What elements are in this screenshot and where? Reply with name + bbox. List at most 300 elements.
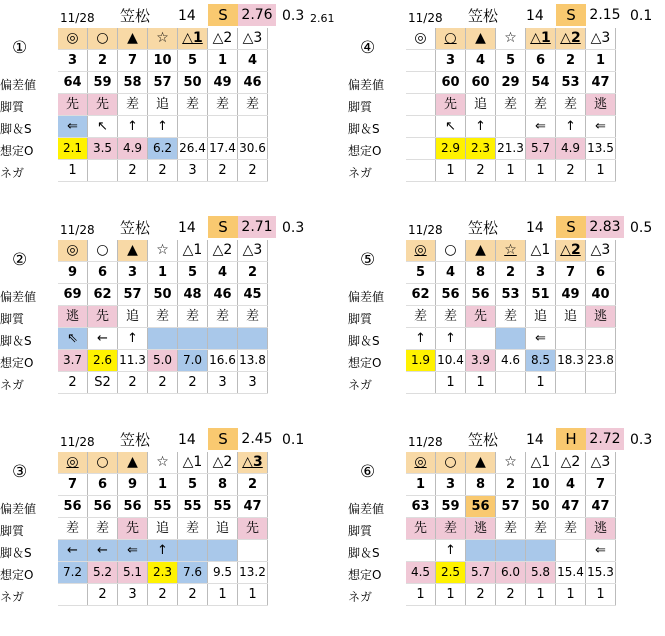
row-label: 脚＆S — [0, 546, 32, 560]
horse-number-cell: 1 — [406, 474, 436, 496]
odds-cell: 9.5 — [208, 562, 238, 584]
race-venue: 笠松 — [120, 431, 151, 449]
odds-cell: 2.5 — [436, 562, 466, 584]
negative-cell: 1 — [586, 160, 616, 182]
mark-cell: ◎ — [406, 452, 436, 474]
row-label: 想定O — [348, 144, 382, 158]
race-header — [348, 216, 665, 240]
mark-cell: △1 — [526, 28, 556, 50]
negative-cell: 2 — [178, 584, 208, 606]
leg-speed-cell: ⇐ — [586, 116, 616, 138]
negative-cell: 2 — [88, 584, 118, 606]
hensachi-cell: 57 — [118, 284, 148, 306]
track-condition: S — [556, 216, 586, 238]
mark-cell: ▲ — [118, 240, 148, 262]
negative-cell: 2 — [466, 160, 496, 182]
row-label: 脚質 — [0, 524, 25, 538]
odds-cell: 5.0 — [148, 350, 178, 372]
running-style-cell: 差 — [406, 306, 436, 328]
negative-cell: 2 — [148, 372, 178, 394]
mark-cell: △1 — [526, 240, 556, 262]
race-header — [0, 4, 335, 28]
negative-cell: 2 — [238, 160, 268, 182]
running-style-cell — [406, 94, 436, 116]
race-panel — [348, 216, 665, 424]
horse-number-cell: 6 — [586, 262, 616, 284]
row-label: ネガ — [348, 166, 373, 180]
leg-speed-cell — [466, 328, 496, 350]
running-style-cell: 差 — [58, 518, 88, 540]
horse-number-cell: 6 — [88, 474, 118, 496]
running-style-cell: 差 — [436, 306, 466, 328]
race-date: 11/28 — [60, 435, 95, 449]
hensachi-cell: 50 — [526, 496, 556, 518]
hensachi-cell: 53 — [496, 284, 526, 306]
horse-number-cell: 2 — [88, 50, 118, 72]
mark-cell: ☆ — [496, 452, 526, 474]
race-panel — [348, 4, 665, 212]
mark-cell: △2 — [556, 452, 586, 474]
running-style-cell: 逃 — [58, 306, 88, 328]
mark-cell: ◎ — [406, 28, 436, 50]
odds-cell: 2.6 — [88, 350, 118, 372]
horse-number-cell: 2 — [238, 474, 268, 496]
odds-cell: 10.4 — [436, 350, 466, 372]
leg-speed-cell — [586, 328, 616, 350]
hensachi-cell: 63 — [406, 496, 436, 518]
table-row — [58, 306, 268, 328]
leg-speed-cell: ↑ — [406, 328, 436, 350]
horse-number-cell: 6 — [88, 262, 118, 284]
mark-cell: ◎ — [58, 240, 88, 262]
odds-cell: 6.2 — [148, 138, 178, 160]
horse-number-cell: 9 — [58, 262, 88, 284]
race-panel — [0, 216, 320, 424]
mark-cell: ☆ — [496, 28, 526, 50]
table-row — [58, 50, 268, 72]
negative-cell: S2 — [88, 372, 118, 394]
negative-cell: 1 — [208, 584, 238, 606]
horse-number-cell: 4 — [556, 474, 586, 496]
negative-cell: 1 — [436, 584, 466, 606]
horse-number-cell: 1 — [148, 474, 178, 496]
table-row — [406, 50, 616, 72]
running-style-cell: 先 — [118, 518, 148, 540]
race-number: 14 — [178, 220, 196, 236]
race-table — [58, 240, 268, 394]
mark-cell: △3 — [238, 452, 268, 474]
negative-cell: 1 — [58, 160, 88, 182]
horse-number-cell: 5 — [496, 50, 526, 72]
negative-cell: 3 — [178, 160, 208, 182]
hensachi-cell: 59 — [88, 72, 118, 94]
table-row — [406, 116, 616, 138]
mark-cell: ○ — [88, 28, 118, 50]
negative-cell: 1 — [238, 584, 268, 606]
negative-cell: 1 — [526, 584, 556, 606]
odds-cell: 26.4 — [178, 138, 208, 160]
running-style-cell: 追 — [556, 306, 586, 328]
leg-speed-cell — [496, 540, 526, 562]
mark-cell: △3 — [586, 28, 616, 50]
odds-cell: 11.3 — [118, 350, 148, 372]
odds-cell: 13.8 — [238, 350, 268, 372]
negative-cell: 1 — [526, 160, 556, 182]
leg-speed-cell: ← — [88, 540, 118, 562]
running-style-cell: 差 — [178, 94, 208, 116]
horse-number-cell: 2 — [556, 50, 586, 72]
negative-cell: 1 — [526, 372, 556, 394]
race-number: 14 — [178, 8, 196, 24]
race-table — [406, 452, 616, 606]
table-row — [58, 562, 268, 584]
odds-cell: 3.5 — [88, 138, 118, 160]
leg-speed-cell: ← — [88, 328, 118, 350]
mark-cell: ◎ — [58, 452, 88, 474]
running-style-cell: 先 — [238, 518, 268, 540]
mark-cell: △3 — [238, 28, 268, 50]
table-row — [58, 496, 268, 518]
table-row — [58, 584, 268, 606]
hensachi-cell: 47 — [238, 496, 268, 518]
hensachi-cell: 29 — [496, 72, 526, 94]
hensachi-cell: 58 — [118, 72, 148, 94]
leg-speed-cell — [496, 116, 526, 138]
race-date: 11/28 — [60, 11, 95, 25]
table-row — [58, 518, 268, 540]
mark-cell: △1 — [526, 452, 556, 474]
negative-cell: 2 — [556, 160, 586, 182]
running-style-cell: 差 — [208, 94, 238, 116]
row-label: 脚＆S — [348, 546, 380, 560]
leg-speed-cell — [556, 328, 586, 350]
negative-cell — [586, 372, 616, 394]
leg-speed-cell: ↑ — [148, 116, 178, 138]
hensachi-cell: 60 — [466, 72, 496, 94]
mark-cell: ▲ — [466, 452, 496, 474]
negative-cell: 2 — [208, 160, 238, 182]
leg-speed-cell — [208, 540, 238, 562]
track-condition: S — [556, 4, 586, 26]
hensachi-cell: 56 — [118, 496, 148, 518]
leg-speed-cell — [208, 328, 238, 350]
mark-cell: ○ — [436, 28, 466, 50]
odds-cell: 4.6 — [496, 350, 526, 372]
horse-number-cell: 1 — [148, 262, 178, 284]
hensachi-cell: 55 — [208, 496, 238, 518]
table-row — [406, 240, 616, 262]
row-label: ネガ — [348, 590, 373, 604]
negative-cell: 1 — [466, 372, 496, 394]
horse-number-cell: 8 — [466, 262, 496, 284]
horse-number-cell: 3 — [436, 50, 466, 72]
mark-cell: △3 — [586, 240, 616, 262]
table-row — [406, 138, 616, 160]
hensachi-cell: 56 — [58, 496, 88, 518]
leg-speed-cell — [178, 328, 208, 350]
odds-cell: 3.7 — [58, 350, 88, 372]
horse-number-cell: 7 — [118, 50, 148, 72]
race-venue: 笠松 — [468, 219, 499, 237]
race-panel — [0, 428, 320, 636]
row-label: 想定O — [0, 144, 34, 158]
row-label: 想定O — [348, 568, 382, 582]
horse-number-cell: 3 — [436, 474, 466, 496]
mark-cell: ▲ — [118, 28, 148, 50]
running-style-cell: 差 — [526, 518, 556, 540]
extra-value: 0.5 — [630, 220, 653, 236]
horse-number-cell: 10 — [526, 474, 556, 496]
race-table — [406, 28, 616, 182]
odds-cell: 2.9 — [436, 138, 466, 160]
hensachi-cell: 53 — [556, 72, 586, 94]
horse-number-cell: 6 — [526, 50, 556, 72]
odds-cell: 8.5 — [526, 350, 556, 372]
hensachi-cell: 56 — [436, 284, 466, 306]
race-table — [406, 240, 616, 394]
mark-cell: △2 — [556, 28, 586, 50]
race-header — [348, 428, 665, 452]
running-style-cell: 逃 — [586, 518, 616, 540]
odds-cell: 4.9 — [556, 138, 586, 160]
odds-cell: 6.0 — [496, 562, 526, 584]
leg-speed-cell: ← — [58, 540, 88, 562]
negative-cell: 1 — [406, 584, 436, 606]
table-row — [58, 138, 268, 160]
mark-cell: ☆ — [148, 240, 178, 262]
negative-cell: 1 — [436, 160, 466, 182]
running-style-cell: 先 — [88, 306, 118, 328]
pace-value: 2.76 — [238, 4, 276, 26]
race-venue: 笠松 — [468, 431, 499, 449]
table-row — [406, 160, 616, 182]
running-style-cell: 差 — [178, 518, 208, 540]
hensachi-cell: 62 — [88, 284, 118, 306]
odds-cell: 2.1 — [58, 138, 88, 160]
hensachi-cell — [406, 72, 436, 94]
odds-cell: 5.7 — [466, 562, 496, 584]
horse-number-cell: 1 — [586, 50, 616, 72]
table-row — [406, 452, 616, 474]
horse-number-cell: 2 — [496, 262, 526, 284]
table-row — [406, 328, 616, 350]
running-style-cell: 追 — [148, 518, 178, 540]
negative-cell: 2 — [118, 372, 148, 394]
running-style-cell: 先 — [466, 306, 496, 328]
mark-cell: △2 — [208, 28, 238, 50]
row-label: 偏差値 — [0, 290, 37, 304]
pace-value: 2.72 — [586, 428, 624, 450]
race-index: ① — [12, 38, 28, 58]
pace-value: 2.45 — [241, 431, 273, 447]
negative-cell — [88, 160, 118, 182]
running-style-cell: 逃 — [586, 94, 616, 116]
table-row — [58, 474, 268, 496]
row-label: 偏差値 — [348, 290, 385, 304]
hensachi-cell: 51 — [526, 284, 556, 306]
track-condition: S — [208, 4, 238, 26]
horse-number-cell: 4 — [436, 262, 466, 284]
race-number: 14 — [526, 8, 544, 24]
horse-number-cell: 10 — [148, 50, 178, 72]
running-style-cell: 差 — [556, 94, 586, 116]
leg-speed-cell: ⇐ — [586, 540, 616, 562]
leg-speed-cell — [556, 540, 586, 562]
horse-number-cell: 4 — [238, 50, 268, 72]
mark-cell: △1 — [178, 28, 208, 50]
odds-cell: 15.3 — [586, 562, 616, 584]
mark-cell: ▲ — [466, 28, 496, 50]
row-label: 偏差値 — [0, 502, 37, 516]
row-label: ネガ — [348, 378, 373, 392]
race-index: ③ — [12, 462, 28, 482]
mark-cell: △1 — [178, 452, 208, 474]
track-condition: S — [208, 428, 238, 450]
race-panel — [0, 4, 335, 212]
table-row — [58, 28, 268, 50]
odds-cell: 13.5 — [586, 138, 616, 160]
race-number: 14 — [526, 220, 544, 236]
running-style-cell: 差 — [238, 94, 268, 116]
running-style-cell: 差 — [208, 306, 238, 328]
hensachi-cell: 57 — [496, 496, 526, 518]
negative-cell — [406, 372, 436, 394]
negative-cell: 3 — [118, 584, 148, 606]
extra-value: 0.3 — [282, 8, 305, 24]
hensachi-cell: 47 — [586, 72, 616, 94]
horse-number-cell: 5 — [178, 262, 208, 284]
leg-speed-cell — [526, 540, 556, 562]
odds-cell — [406, 138, 436, 160]
odds-cell: 1.9 — [406, 350, 436, 372]
table-row — [406, 306, 616, 328]
table-row — [406, 496, 616, 518]
row-label: 脚質 — [348, 100, 373, 114]
hensachi-cell: 54 — [526, 72, 556, 94]
mark-cell: ◎ — [58, 28, 88, 50]
running-style-cell: 逃 — [586, 306, 616, 328]
hensachi-cell: 69 — [58, 284, 88, 306]
negative-cell — [58, 584, 88, 606]
table-row — [58, 240, 268, 262]
row-label: 想定O — [0, 356, 34, 370]
row-label: ネガ — [0, 378, 25, 392]
running-style-cell: 先 — [58, 94, 88, 116]
table-row — [406, 372, 616, 394]
row-label: 想定O — [0, 568, 34, 582]
running-style-cell: 差 — [556, 518, 586, 540]
negative-cell: 2 — [148, 584, 178, 606]
mark-cell: ▲ — [118, 452, 148, 474]
horse-number-cell: 7 — [586, 474, 616, 496]
table-row — [58, 284, 268, 306]
hensachi-cell: 48 — [178, 284, 208, 306]
race-header — [0, 428, 320, 452]
negative-cell: 2 — [178, 372, 208, 394]
odds-cell: 7.6 — [178, 562, 208, 584]
odds-cell: 18.3 — [556, 350, 586, 372]
negative-cell — [556, 372, 586, 394]
mark-cell: ▲ — [466, 240, 496, 262]
running-style-cell: 差 — [238, 306, 268, 328]
running-style-cell: 差 — [496, 306, 526, 328]
table-row — [406, 518, 616, 540]
hensachi-cell: 62 — [406, 284, 436, 306]
mark-cell: △2 — [556, 240, 586, 262]
table-row — [58, 328, 268, 350]
odds-cell: 23.8 — [586, 350, 616, 372]
hensachi-cell: 49 — [556, 284, 586, 306]
row-label: 脚質 — [348, 524, 373, 538]
mark-cell: ◎ — [406, 240, 436, 262]
horse-number-cell: 3 — [526, 262, 556, 284]
negative-cell: 2 — [118, 160, 148, 182]
leg-speed-cell: ↑ — [118, 328, 148, 350]
row-label: 脚＆S — [348, 334, 380, 348]
running-style-cell: 逃 — [466, 518, 496, 540]
race-date: 11/28 — [408, 223, 443, 237]
table-row — [58, 262, 268, 284]
odds-cell: 30.6 — [238, 138, 268, 160]
mark-cell: △1 — [178, 240, 208, 262]
extra-value-2: 2.61 — [310, 12, 335, 25]
hensachi-cell: 50 — [148, 284, 178, 306]
negative-cell — [406, 160, 436, 182]
leg-speed-cell — [406, 116, 436, 138]
hensachi-cell: 55 — [148, 496, 178, 518]
odds-cell: 15.4 — [556, 562, 586, 584]
race-date: 11/28 — [60, 223, 95, 237]
table-row — [58, 452, 268, 474]
running-style-cell: 差 — [178, 306, 208, 328]
horse-number-cell: 1 — [208, 50, 238, 72]
race-venue: 笠松 — [120, 7, 151, 25]
race-panel — [348, 428, 665, 636]
table-row — [406, 540, 616, 562]
leg-speed-cell — [148, 328, 178, 350]
odds-cell: 16.6 — [208, 350, 238, 372]
horse-number-cell: 7 — [556, 262, 586, 284]
pace-value: 2.71 — [238, 216, 276, 238]
horse-number-cell: 5 — [178, 474, 208, 496]
horse-number-cell: 8 — [466, 474, 496, 496]
odds-cell: 7.2 — [58, 562, 88, 584]
race-table — [58, 452, 268, 606]
leg-speed-cell: ⇐ — [118, 540, 148, 562]
race-index: ② — [12, 250, 28, 270]
running-style-cell: 追 — [208, 518, 238, 540]
table-row — [406, 284, 616, 306]
running-style-cell: 差 — [496, 94, 526, 116]
table-row — [406, 474, 616, 496]
race-index: ⑥ — [360, 462, 376, 482]
running-style-cell: 先 — [88, 94, 118, 116]
hensachi-cell: 45 — [238, 284, 268, 306]
odds-cell: 3.9 — [466, 350, 496, 372]
leg-speed-cell: ⇐ — [58, 116, 88, 138]
mark-cell: ☆ — [148, 452, 178, 474]
row-label: 想定O — [348, 356, 382, 370]
hensachi-cell: 55 — [178, 496, 208, 518]
horse-number-cell: 4 — [466, 50, 496, 72]
horse-number-cell: 3 — [118, 262, 148, 284]
mark-cell: ☆ — [148, 28, 178, 50]
running-style-cell: 差 — [436, 518, 466, 540]
hensachi-cell: 56 — [88, 496, 118, 518]
hensachi-cell: 47 — [586, 496, 616, 518]
leg-speed-cell — [406, 540, 436, 562]
negative-cell: 2 — [148, 160, 178, 182]
